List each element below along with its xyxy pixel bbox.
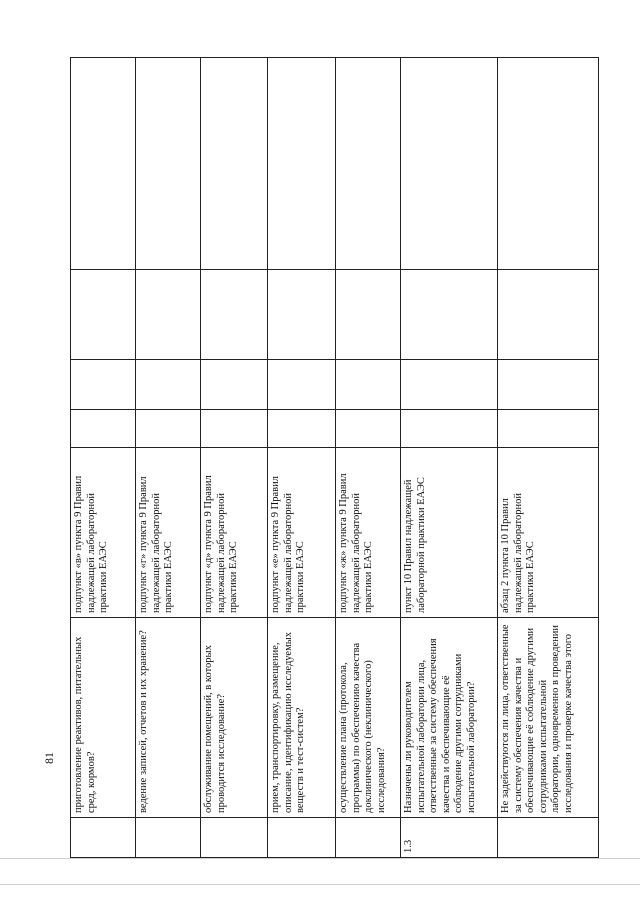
answer-cell[interactable] [401,360,498,410]
answer-cell[interactable] [201,360,268,410]
question-text: обслуживание помещений, в которых проводится исследование? [201,618,268,818]
scan-edge-line [0,884,640,885]
answer-cell[interactable] [201,410,268,448]
answer-cell[interactable] [71,410,136,448]
item-number [201,818,268,858]
table-row [336,58,401,858]
answer-cell[interactable] [136,360,201,410]
item-number [336,818,401,858]
reference-text: подпункт «е» пункта 9 Правил надлежащей лабораторной практики ЕАЭС [268,448,336,618]
note-cell[interactable] [201,58,268,270]
answer-cell[interactable] [401,410,498,448]
rotated-content [42,58,598,858]
reference-text: подпункт «в» пункта 9 Правил надлежащей лабораторной практики ЕАЭС [71,448,136,618]
reference-text: пункт 10 Правил надлежащей лабораторной практики ЕАЭС [401,448,498,618]
answer-cell[interactable] [136,410,201,448]
table-row [201,58,268,858]
answer-cell[interactable] [201,270,268,360]
table-row [268,58,336,858]
question-text: прием, транспортировку, размещение, описание, идентификацию исследуемых веществ и тест-систем? [268,618,336,818]
reference-text: подпункт «д» пункта 9 Правил надлежащей лабораторной практики ЕАЭС [201,448,268,618]
reference-text: подпункт «г» пункта 9 Правил надлежащей лабораторной практики ЕАЭС [136,448,201,618]
note-cell[interactable] [498,58,599,270]
item-number [71,818,136,858]
reference-text: подпункт «ж» пункта 9 Правил надлежащей лабораторной практики ЕАЭС [336,448,401,618]
table-row [401,58,498,858]
answer-cell[interactable] [336,270,401,360]
item-number: 1.3 [401,818,498,858]
note-cell[interactable] [71,58,136,270]
note-cell[interactable] [136,58,201,270]
answer-cell[interactable] [336,410,401,448]
note-cell[interactable] [336,58,401,270]
question-text: ведение записей, отчетов и их хранение? [136,618,201,818]
answer-cell[interactable] [71,360,136,410]
table-row [498,58,599,858]
answer-cell[interactable] [498,360,599,410]
question-text: Назначены ли руководителем испытательной лаборатории лица, ответственные за систему обеспечения качества и обеспечивающие её соблюдение другими сотрудниками испытательной лаборатории? [401,618,498,818]
answer-cell[interactable] [268,360,336,410]
page-number: 81 [42,752,56,764]
answer-cell[interactable] [71,270,136,360]
answer-cell[interactable] [268,410,336,448]
question-text: осуществление плана (протокола, программы) по обеспечению качества доклинического (неклинического) исследования? [336,618,401,818]
question-text: Не задействуются ли лица, ответственные за систему обеспечения качества и обеспечивающие её соблюдение другими сотрудниками испытательной лаборатории, одновременно в проведении исследования и проверке качества этого [498,618,599,818]
checklist-table [70,57,599,858]
answer-cell[interactable] [336,360,401,410]
item-number [268,818,336,858]
table-row [71,58,136,858]
reference-text: абзац 2 пункта 10 Правил надлежащей лабораторной практики ЕАЭС [498,448,599,618]
question-text: приготовление реактивов, питательных сред, кормов? [71,618,136,818]
answer-cell[interactable] [401,270,498,360]
item-number [136,818,201,858]
answer-cell[interactable] [498,270,599,360]
scan-edge-line [0,858,640,859]
answer-cell[interactable] [136,270,201,360]
table-row [136,58,201,858]
answer-cell[interactable] [268,270,336,360]
item-number [498,818,599,858]
note-cell[interactable] [401,58,498,270]
note-cell[interactable] [268,58,336,270]
answer-cell[interactable] [498,410,599,448]
